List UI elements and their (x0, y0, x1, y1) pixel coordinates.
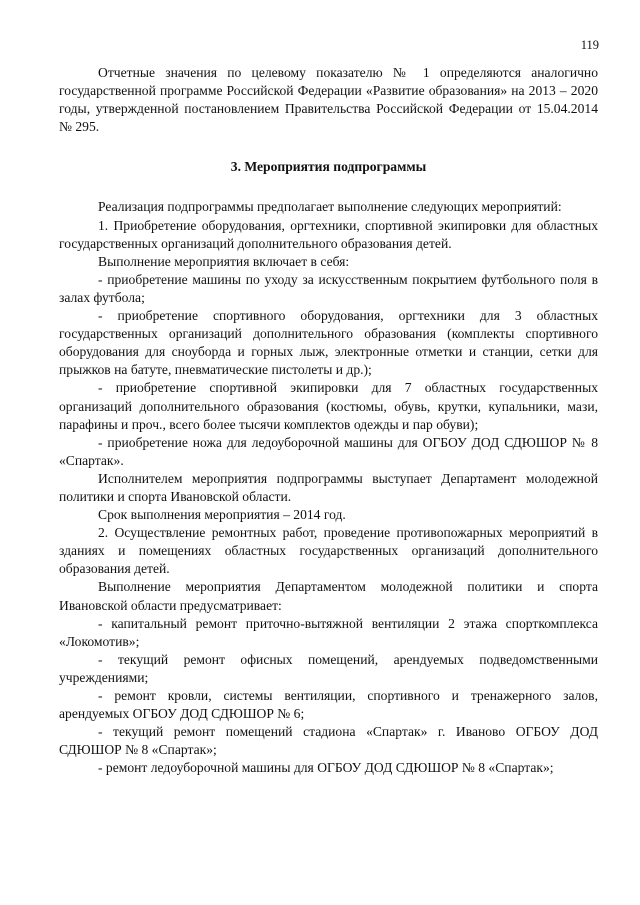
bullet-gear: - приобретение спортивной экипировки для 7 областных государственных организаций дополнительного образования (костюмы, обувь, крутки, купальники, мази, парафины и проч., всего более тысячи комплектов одежды и пар обуви); (59, 380, 598, 432)
intro-paragraph: Отчетные значения по целевому показателю № 1 определяются аналогично государственной программе Российской Федерации «Развитие образования» на 2013 – 2020 годы, утвержденной постановлением Правительства Российской Федерации от 15.04.2014 № 295. (59, 65, 598, 135)
bullet-stadium-repair: - текущий ремонт помещений стадиона «Спартак» г. Иваново ОГБОУ ДОД СДЮШОР № 8 «Спартак»; (59, 724, 598, 758)
paragraph-executor: Исполнителем мероприятия подпрограммы выступает Департамент молодежной политики и спорта Ивановской области. (59, 470, 598, 504)
page-number: 119 (580, 38, 599, 52)
document-body (59, 64, 598, 777)
paragraph-item-1: 1. Приобретение оборудования, оргтехники, спортивной экипировки для областных государственных организаций дополнительного образования детей. (59, 217, 598, 251)
paragraph-provides: Выполнение мероприятия Департаментом молодежной политики и спорта Ивановской области предусматривает: (59, 579, 598, 613)
paragraph-includes: Выполнение мероприятия включает в себя: (98, 253, 350, 269)
paragraph-deadline: Срок выполнения мероприятия – 2014 год. (98, 507, 346, 523)
bullet-office-repair: - текущий ремонт офисных помещений, арендуемых подведомственными учреждениями; (59, 651, 598, 685)
section-title: 3. Мероприятия подпрограммы (230, 159, 427, 175)
bullet-ice-machine-repair: - ремонт ледоуборочной машины для ОГБОУ ДОД СДЮШОР № 8 «Спартак»; (98, 760, 554, 776)
paragraph-implementation: Реализация подпрограммы предполагает выполнение следующих мероприятий: (98, 199, 562, 215)
bullet-equipment: - приобретение спортивного оборудования, оргтехники для 3 областных государственных организаций дополнительного образования (комплекты спортивного оборудования для сноуборда и горных лыж, электронные отметки и станции, сетки для прыжков на батуте, пневматические пистолеты и др.); (59, 308, 598, 378)
paragraph-item-2: 2. Осуществление ремонтных работ, проведение противопожарных мероприятий в зданиях и помещениях областных государственных организаций дополнительного образования детей. (59, 525, 598, 577)
bullet-knife: - приобретение ножа для ледоуборочной машины для ОГБОУ ДОД СДЮШОР № 8 «Спартак». (59, 434, 598, 468)
bullet-machine: - приобретение машины по уходу за искусственным покрытием футбольного поля в залах футбола; (59, 271, 598, 305)
bullet-roof-repair: - ремонт кровли, системы вентиляции, спортивного и тренажерного залов, арендуемых ОГБОУ ДОД СДЮШОР № 6; (59, 688, 598, 722)
bullet-ventilation: - капитальный ремонт приточно-вытяжной вентиляции 2 этажа спорткомплекса «Локомотив»; (59, 615, 598, 649)
